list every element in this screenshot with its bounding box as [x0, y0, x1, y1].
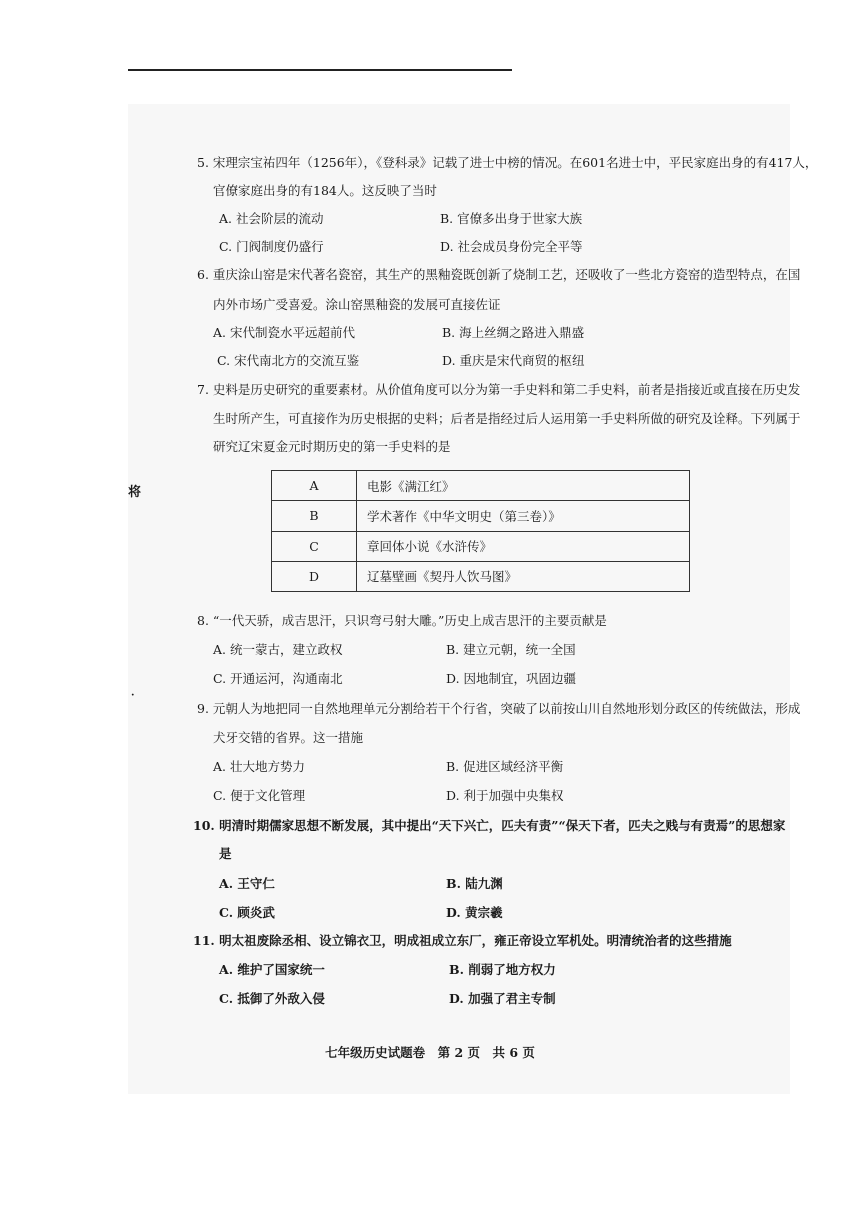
q8-stem-line-1: 8. “一代天骄，成吉思汗，只识弯弓射大雕。”历史上成吉思汗的主要贡献是 — [197, 613, 607, 628]
q9-option-d[interactable]: D. 利于加强中央集权 — [446, 788, 564, 803]
table-row[interactable] — [272, 471, 690, 501]
q6-stem-line-2: 内外市场广受喜爱。涂山窑黑釉瓷的发展可直接佐证 — [213, 297, 501, 312]
q10-option-c[interactable]: C. 顾炎武 — [219, 905, 275, 920]
q11-option-b[interactable]: B. 削弱了地方权力 — [449, 962, 556, 977]
q7-row-key: C — [272, 531, 357, 561]
q7-stem-line-3: 研究辽宋夏金元时期历史的第一手史料的是 — [213, 439, 451, 454]
q9-option-b[interactable]: B. 促进区域经济平衡 — [446, 759, 564, 774]
q9-option-a[interactable]: A. 壮大地方势力 — [213, 759, 305, 774]
q7-stem-line-1: 7. 史料是历史研究的重要素材。从价值角度可以分为第一手史料和第二手史料，前者是指接近或直接在历史发 — [197, 382, 801, 397]
q7-row-key: B — [272, 501, 357, 531]
margin-mark: 将 — [128, 485, 142, 500]
q7-options-table — [271, 470, 690, 592]
q7-row-value: 辽墓壁画《契丹人饮马图》 — [357, 561, 690, 591]
q10-stem-line-1: 10. 明清时期儒家思想不断发展，其中提出“天下兴亡，匹夫有责”“保天下者，匹夫之贱与有责焉”的思想家 — [193, 818, 786, 833]
q10-option-b[interactable]: B. 陆九渊 — [446, 876, 503, 891]
q6-stem-line-1: 6. 重庆涂山窑是宋代著名瓷窑，其生产的黑釉瓷既创新了烧制工艺，还吸收了一些北方瓷窑的造型特点，在国 — [197, 267, 801, 282]
table-row[interactable] — [272, 561, 690, 591]
q10-stem-line-2: 是 — [219, 846, 232, 861]
q6-option-c[interactable]: C. 宋代南北方的交流互鉴 — [217, 353, 360, 368]
table-row[interactable] — [272, 501, 690, 531]
q7-row-key: A — [272, 471, 357, 501]
q11-stem-line-1: 11. 明太祖废除丞相、设立锦衣卫，明成祖成立东厂，雍正帝设立军机处。明清统治者的这些措施 — [193, 933, 732, 948]
q9-option-c[interactable]: C. 便于文化管理 — [213, 788, 306, 803]
page-footer: 七年级历史试题卷 第 2 页 共 6 页 — [325, 1045, 535, 1060]
q5-stem-line-2: 官僚家庭出身的有184人。这反映了当时 — [213, 183, 437, 198]
q5-option-b[interactable]: B. 官僚多出身于世家大族 — [440, 211, 583, 226]
margin-dot: · — [131, 690, 135, 701]
q10-option-a[interactable]: A. 王守仁 — [219, 876, 275, 891]
q5-option-a[interactable]: A. 社会阶层的流动 — [219, 211, 324, 226]
q5-stem-line-1: 5. 宋理宗宝祐四年（1256年），《登科录》记载了进士中榜的情况。在601名进士中，平民家庭出身的有417人， — [197, 155, 818, 170]
q8-option-c[interactable]: C. 开通运河，沟通南北 — [213, 671, 343, 686]
q7-stem-line-2: 生时所产生，可直接作为历史根据的史料；后者是指经过后人运用第一手史料所做的研究及诠释。下列属于 — [213, 411, 801, 426]
q6-option-a[interactable]: A. 宋代制瓷水平远超前代 — [213, 325, 355, 340]
q8-option-d[interactable]: D. 因地制宜，巩固边疆 — [446, 671, 577, 686]
table-row[interactable] — [272, 531, 690, 561]
q11-option-d[interactable]: D. 加强了君主专制 — [449, 991, 556, 1006]
q7-row-value: 电影《满江红》 — [357, 471, 690, 501]
q7-row-value: 学术著作《中华文明史（第三卷）》 — [357, 501, 690, 531]
q6-option-b[interactable]: B. 海上丝绸之路进入鼎盛 — [442, 325, 585, 340]
q7-row-value: 章回体小说《水浒传》 — [357, 531, 690, 561]
q8-option-b[interactable]: B. 建立元朝，统一全国 — [446, 642, 576, 657]
q11-option-c[interactable]: C. 抵御了外敌入侵 — [219, 991, 325, 1006]
q5-option-c[interactable]: C. 门阀制度仍盛行 — [219, 239, 324, 254]
q5-option-d[interactable]: D. 社会成员身份完全平等 — [440, 239, 583, 254]
q10-option-d[interactable]: D. 黄宗羲 — [446, 905, 503, 920]
q9-stem-line-2: 犬牙交错的省界。这一措施 — [213, 730, 364, 745]
q8-option-a[interactable]: A. 统一蒙古，建立政权 — [213, 642, 343, 657]
q11-option-a[interactable]: A. 维护了国家统一 — [219, 962, 325, 977]
q7-row-key: D — [272, 561, 357, 591]
header-rule — [128, 69, 512, 71]
q9-stem-line-1: 9. 元朝人为地把同一自然地理单元分割给若干个行省，突破了以前按山川自然地形划分政区的传统做法，形成 — [197, 701, 801, 716]
q6-option-d[interactable]: D. 重庆是宋代商贸的枢纽 — [442, 353, 585, 368]
